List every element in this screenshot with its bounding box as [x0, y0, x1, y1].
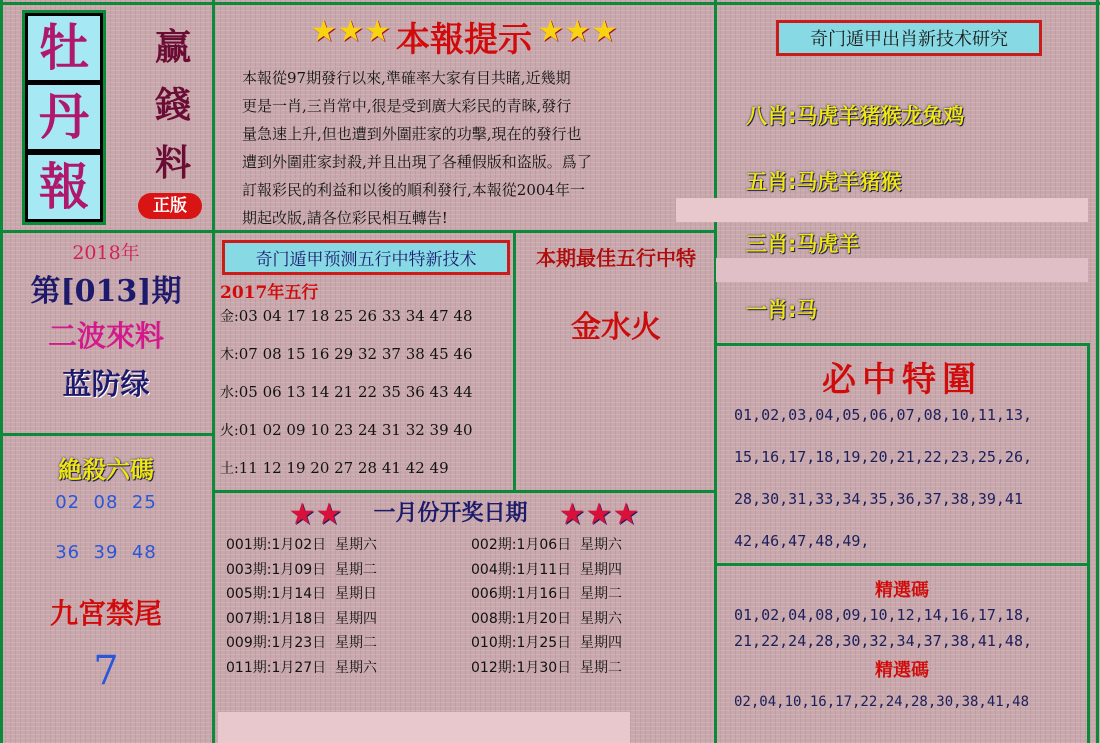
kill-title: 絶殺六碼	[58, 456, 154, 484]
calendar-row	[226, 657, 712, 682]
calendar-row	[226, 559, 712, 584]
best-value: 金水火	[571, 310, 661, 345]
select-numbers-1	[734, 606, 1084, 658]
calendar-cell: 003期:1月09日 星期二	[226, 561, 378, 578]
notice-title: 本報提示	[396, 20, 532, 60]
wuxing-row	[220, 458, 510, 496]
calendar-cell: 001期:1月02日 星期六	[226, 537, 378, 553]
select-title-2: 精選碼	[875, 660, 929, 681]
logo-char-2: 丹	[28, 85, 100, 149]
star-icon: ★★	[288, 497, 343, 532]
kill-line-1: 02 08 25	[55, 492, 157, 513]
zodiac-box-title: 奇门遁甲出肖新技术研究	[776, 20, 1042, 56]
right-inner-border	[1087, 343, 1090, 743]
select-numbers-2: 02,04,10,16,17,22,24,28,30,38,41,48	[734, 694, 1030, 710]
nine-title: 九宮禁尾	[49, 597, 162, 630]
circle-line: 28,30,31,33,34,35,36,37,38,39,41	[734, 490, 1023, 508]
calendar-header	[214, 496, 714, 532]
wuxing-row	[220, 306, 510, 344]
zhengban-badge: 正版	[138, 193, 202, 219]
guard-label: 蓝防绿	[62, 367, 150, 401]
kill-line-2: 36 39 48	[55, 542, 157, 563]
year-label: 2018年	[72, 242, 140, 264]
mid-divider	[513, 232, 516, 492]
circle-line: 01,02,03,04,05,06,07,08,10,11,13,	[734, 406, 1033, 424]
element-label: 金:	[220, 309, 239, 325]
wave-label: 二波來料	[47, 319, 164, 353]
calendar-cell: 011期:1月27日 星期六	[226, 659, 378, 676]
calendar-cell: 009期:1月23日 星期二	[226, 635, 378, 651]
notice-line: 訂報彩民的利益和以後的順利發行,本報從2004年一	[242, 181, 585, 199]
notice-header	[214, 12, 714, 61]
notice-body	[242, 64, 704, 232]
notice-line: 遭到外圍莊家封殺,并且出現了各種假版和盗版。爲了	[242, 153, 592, 171]
zodiac-line-8: 八肖:马虎羊猪猴龙兔鸡	[746, 104, 965, 128]
side-char-2: 錢	[154, 84, 191, 126]
logo-char-3: 報	[28, 155, 100, 219]
calendar-cell: 012期:1月30日 星期二	[471, 659, 623, 676]
calendar-cell: 006期:1月16日 星期二	[471, 586, 623, 602]
element-label: 木:	[220, 347, 239, 363]
calendar-table	[226, 534, 712, 681]
blank-strip	[218, 712, 630, 743]
calendar-row	[226, 583, 712, 608]
blank-strip	[716, 258, 1088, 282]
element-numbers: 05 06 13 14 21 22 35 36 43 44	[238, 383, 473, 401]
calendar-cell: 008期:1月20日 星期六	[471, 610, 623, 627]
element-label: 火:	[220, 423, 239, 439]
star-icon: ★★★	[537, 14, 618, 49]
calendar-cell: 007期:1月18日 星期四	[226, 610, 378, 627]
circle-numbers	[734, 406, 1084, 574]
element-numbers: 03 04 17 18 25 26 33 34 47 48	[238, 307, 473, 325]
top-border	[0, 2, 1100, 5]
notice-line: 更是一肖,三肖常中,很是受到廣大彩民的青睞,發行	[242, 97, 572, 115]
element-label: 土:	[220, 461, 239, 477]
calendar-row	[226, 608, 712, 633]
element-numbers: 01 02 09 10 23 24 31 32 39 40	[238, 421, 473, 439]
side-title	[148, 18, 198, 192]
select-title-1: 精選碼	[875, 580, 929, 601]
side-char-3: 料	[154, 142, 191, 184]
calendar-cell: 002期:1月06日 星期六	[471, 537, 623, 553]
element-label: 水:	[220, 385, 239, 401]
right-border	[1096, 0, 1099, 743]
calendar-title: 一月份开奖日期	[373, 501, 528, 526]
element-numbers: 11 12 19 20 27 28 41 42 49	[238, 459, 449, 477]
col-divider-1	[212, 0, 215, 743]
best-title: 本期最佳五行中特	[536, 246, 696, 270]
logo	[22, 10, 106, 225]
wuxing-table	[220, 306, 510, 496]
zodiac-line-5: 五肖:马虎羊猪猴	[746, 170, 902, 194]
notice-line: 本報從97期發行以來,準確率大家有目共睹,近幾期	[242, 69, 571, 87]
circle-line: 15,16,17,18,19,20,21,22,23,25,26,	[734, 448, 1033, 466]
wuxing-year-title: 2017年五行	[220, 283, 319, 303]
nine-value: 7	[93, 648, 119, 694]
select-line: 21,22,24,28,30,32,34,37,38,41,48,	[734, 632, 1033, 650]
calendar-cell: 004期:1月11日 星期四	[471, 561, 623, 578]
star-icon: ★★★	[558, 497, 640, 532]
wuxing-row	[220, 420, 510, 458]
select-line: 01,02,04,08,09,10,12,14,16,17,18,	[734, 606, 1033, 624]
blank-strip	[676, 198, 1088, 222]
notice-line: 量急速上升,但也遭到外圍莊家的功擊,現在的發行也	[242, 125, 582, 143]
row-divider-left	[0, 433, 212, 436]
wuxing-box-title: 奇门遁甲预测五行中特新技术	[222, 240, 510, 275]
period-label: 第[013]期	[30, 274, 182, 309]
wuxing-row	[220, 382, 510, 420]
circle-line: 42,46,47,48,49,	[734, 532, 870, 550]
zodiac-line-3: 三肖:马虎羊	[746, 232, 860, 256]
calendar-cell: 010期:1月25日 星期四	[471, 635, 623, 651]
circle-title: 必中特圍	[822, 360, 982, 400]
calendar-cell: 005期:1月14日 星期日	[226, 586, 378, 602]
notice-line: 期起改版,請各位彩民相互轉告!	[242, 209, 448, 227]
logo-char-1: 牡	[28, 16, 100, 80]
side-char-1: 赢	[154, 26, 191, 68]
wuxing-row	[220, 344, 510, 382]
star-icon: ★★★	[310, 14, 391, 49]
calendar-row	[226, 632, 712, 657]
row-divider-right-1	[714, 343, 1088, 346]
element-numbers: 07 08 15 16 29 32 37 38 45 46	[238, 345, 473, 363]
calendar-row	[226, 534, 712, 559]
zodiac-line-1: 一肖:马	[746, 298, 818, 322]
